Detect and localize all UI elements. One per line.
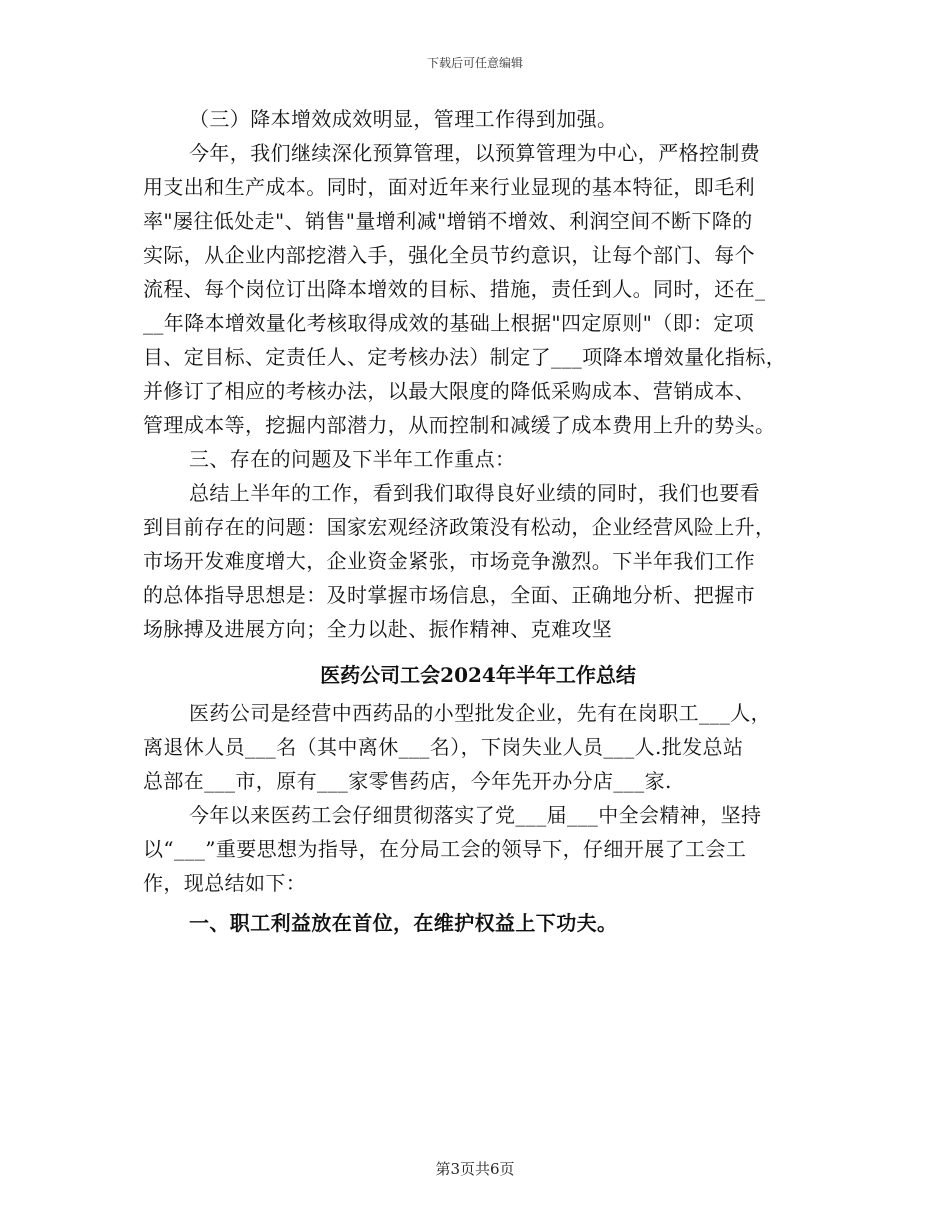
paragraph-line: 率"屡往低处走"、销售"量增利减"增销不增效、利润空间不断下降的: [143, 209, 753, 233]
paragraph-line: 作，现总结如下：: [143, 871, 307, 895]
paragraph-line: 总结上半年的工作，看到我们取得良好业绩的同时，我们也要看: [189, 481, 761, 505]
paragraph-line: 场脉搏及进展方向；全力以赴、振作精神、克难攻坚: [143, 617, 613, 641]
paragraph-line: 今年以来医药工会仔细贯彻落实了党___届___中全会精神，坚持: [189, 803, 762, 827]
document-title: 医药公司工会2024年半年工作总结: [320, 663, 636, 687]
paragraph-line: 总部在___市，原有___家零售药店，今年先开办分店___家.: [143, 769, 672, 793]
page-number: 第3页共6页: [435, 1160, 515, 1178]
bold-section-heading: 一、职工利益放在首位，在维护权益上下功夫。: [189, 911, 618, 935]
paragraph-line: 今年，我们继续深化预算管理，以预算管理为中心，严格控制费: [189, 141, 761, 165]
paragraph-line: 医药公司是经营中西药品的小型批发企业，先有在岗职工___人，: [189, 701, 771, 725]
paragraph-line: 的总体指导思想是：及时掌握市场信息，全面、正确地分析、把握市: [143, 583, 755, 607]
paragraph-line: 以“___”重要思想为指导，在分局工会的领导下，仔细开展了工会工: [143, 837, 747, 861]
paragraph-line: 实际，从企业内部挖潜入手，强化全员节约意识，让每个部门、每个: [143, 243, 755, 267]
paragraph-line: 流程、每个岗位订出降本增效的目标、措施，责任到人。同时，还在_: [143, 277, 766, 301]
paragraph-line: 用支出和生产成本。同时，面对近年来行业显现的基本特征，即毛利: [143, 175, 755, 199]
paragraph-line: 到目前存在的问题：国家宏观经济政策没有松动，企业经营风险上升，: [143, 515, 776, 539]
section-heading: （三）降本增效成效明显，管理工作得到加强。: [189, 107, 618, 131]
paragraph-line: 管理成本等，挖掘内部潜力，从而控制和减缓了成本费用上升的势头。: [143, 413, 776, 437]
paragraph-line: 市场开发难度增大，企业资金紧张，市场竞争激烈。下半年我们工作: [143, 549, 755, 573]
section-heading: 三、存在的问题及下半年工作重点：: [189, 447, 516, 471]
document-body: [143, 102, 813, 940]
paragraph-line: 并修订了相应的考核办法，以最大限度的降低采购成本、营销成本、: [143, 379, 755, 403]
paragraph-line: 目、定目标、定责任人、定考核办法）制定了___项降本增效量化指标，: [143, 345, 787, 369]
paragraph-line: __年降本增效量化考核取得成效的基础上根据"四定原则"（即：定项: [143, 311, 755, 335]
paragraph-line: 离退休人员___名（其中离休___名），下岗失业人员___人.批发总站: [143, 735, 744, 759]
page-header: 下载后可任意编辑: [426, 56, 523, 70]
